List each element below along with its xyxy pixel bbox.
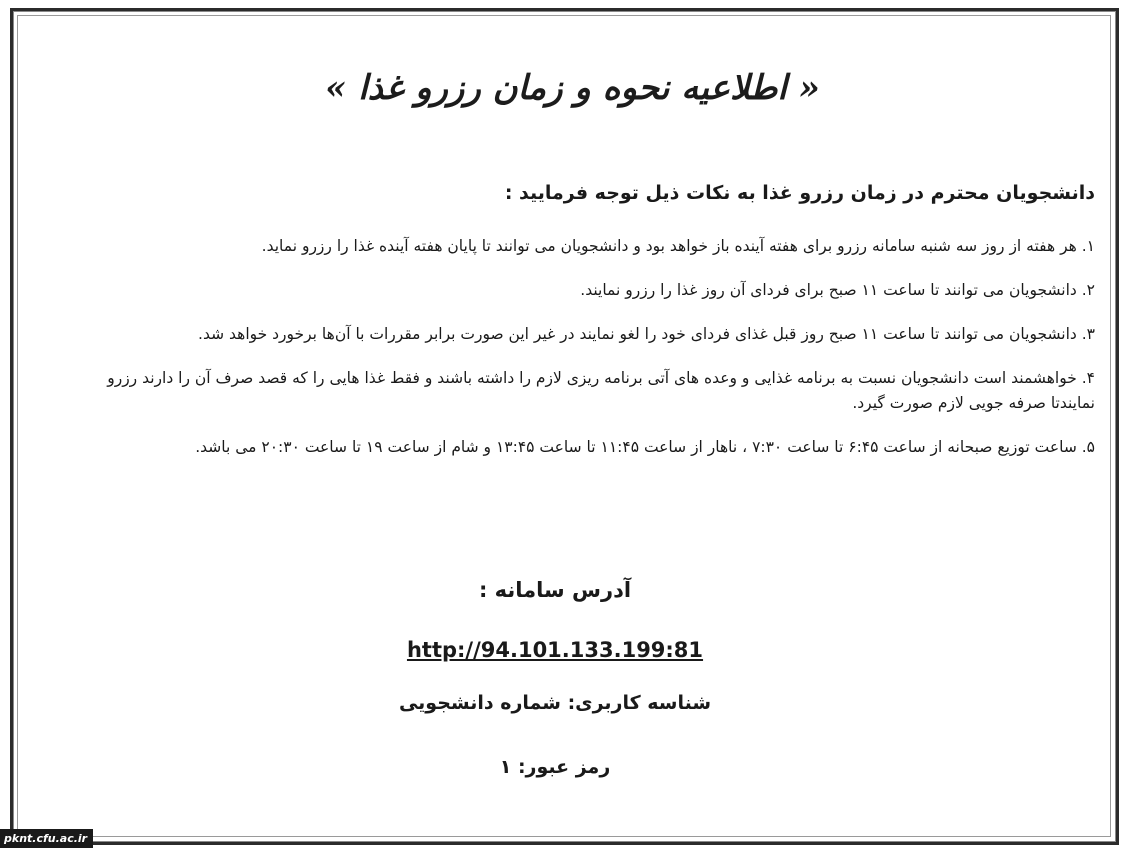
notice-item-3: ۳. دانشجویان می توانند تا ساعت ۱۱ صبح روز قبل غذای فردای خود را لغو نمایند در غیر این صورت برابر مقررات با آن‌ها برخورد خواهد شد. xyxy=(198,325,1095,343)
user-id-info: شناسه کاربری: شماره دانشجویی xyxy=(398,692,712,714)
notice-item-4: ۴. خواهشمند است دانشجویان نسبت به برنامه غذایی و وعده های آتی برنامه ریزی لازم را داشته باشند و فقط غذا هایی را که قصد صرف آن را دارند رزرو نمایندتا صرفه جویی لازم صورت گیرد. xyxy=(107,369,1095,412)
password-info: رمز عبور: ۱ xyxy=(499,756,611,778)
notice-title: « اطلاعیه نحوه و زمان رزرو غذا » xyxy=(325,68,820,108)
notice-item-2: ۲. دانشجویان می توانند تا ساعت ۱۱ صبح برای فردای آن روز غذا را رزرو نمایند. xyxy=(580,281,1095,299)
address-url-link[interactable]: http://94.101.133.199:81 xyxy=(406,638,704,662)
address-label: آدرس سامانه : xyxy=(478,578,632,602)
notice-body xyxy=(65,182,1095,479)
address-url-container xyxy=(0,638,1110,662)
notice-item-5: ۵. ساعت توزیع صبحانه از ساعت ۶:۴۵ تا ساعت ۷:۳۰ ، ناهار از ساعت ۱۱:۴۵ تا ساعت ۱۳:۴۵ و شام از ساعت ۱۹ تا ساعت ۲۰:۳۰ می باشد. xyxy=(195,438,1095,456)
notice-intro: دانشجویان محترم در زمان رزرو غذا به نکات ذیل توجه فرمایید : xyxy=(504,182,1095,204)
site-watermark: pknt.cfu.ac.ir xyxy=(0,829,93,848)
notice-item-1: ۱. هر هفته از روز سه شنبه سامانه رزرو برای هفته آینده باز خواهد بود و دانشجویان می توانند تا پایان هفته آینده غذا را رزرو نماید. xyxy=(261,237,1095,255)
